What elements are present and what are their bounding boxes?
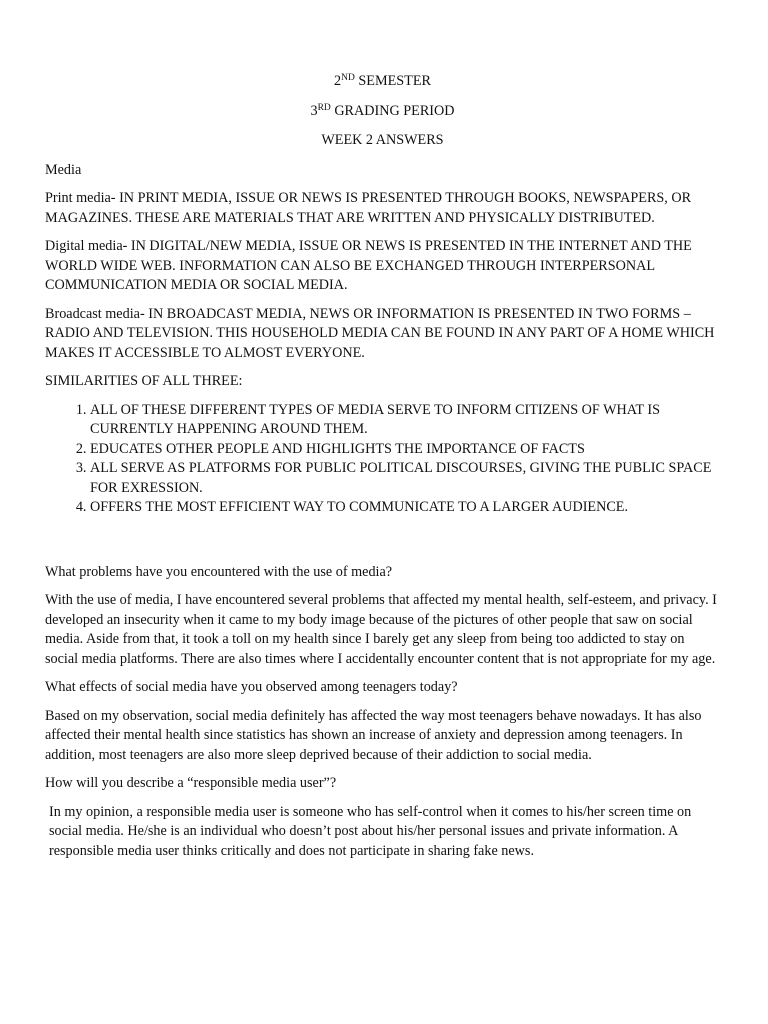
media-paragraph-digital (45, 237, 720, 296)
media-label: Print media- (45, 190, 120, 206)
week-heading: WEEK 2 ANSWERS (321, 132, 444, 148)
semester-number: 2 (334, 73, 342, 89)
media-paragraph-broadcast (45, 305, 720, 364)
question: What effects of social media have you observed among teenagers today? (45, 679, 458, 695)
spacer (45, 527, 720, 563)
similarities-list (45, 401, 720, 518)
media-text: IN PRINT MEDIA, ISSUE OR NEWS IS PRESENTED THROUGH BOOKS, NEWSPAPERS, OR MAGAZINES. THESE ARE MATERIALS THAT ARE WRITTEN AND PHYSICALLY DISTRIBUTED. (45, 190, 692, 226)
media-label: Digital media- (45, 238, 131, 254)
question: What problems have you encountered with the use of media? (45, 563, 393, 580)
semester-text: SEMESTER (354, 73, 431, 89)
semester-suffix: ND (341, 73, 355, 83)
document-page (45, 72, 720, 870)
semester-heading (45, 72, 720, 92)
grading-suffix: RD (317, 102, 331, 113)
list-item: 2. EDUCATES OTHER PEOPLE AND HIGHLIGHTS THE IMPORTANCE OF FACTS (90, 440, 720, 460)
media-text: IN DIGITAL/NEW MEDIA, ISSUE OR NEWS IS PRESENTED IN THE INTERNET AND THE WORLD WIDE WEB. INFORMATION CAN ALSO BE EXCHANGED THROUGH INTERPERSONAL COMMUNICATION MEDIA OR SOCIAL MEDIA. (45, 238, 692, 293)
media-text: IN BROADCAST MEDIA, NEWS OR INFORMATION IS PRESENTED IN TWO FORMS – RADIO AND TELEVISION. THIS HOUSEHOLD MEDIA CAN BE FOUND IN ANY PART OF A HOME WHICH MAKES IT ACCESSIBLE TO ALMOST EVERYONE. (45, 305, 715, 361)
list-item: 4. OFFERS THE MOST EFFICIENT WAY TO COMMUNICATE TO A LARGER AUDIENCE. (90, 498, 720, 518)
answer: In my opinion, a responsible media user is someone who has self-control when it comes to his/her screen time on social media. He/she is an individual who doesn’t post about his/her personal issues and private information. A responsible media user thinks critically and does not participate in sharing fake news. (49, 803, 692, 859)
media-paragraph-print (45, 189, 720, 228)
list-item: 1. ALL OF THESE DIFFERENT TYPES OF MEDIA SERVE TO INFORM CITIZENS OF WHAT IS CURRENTLY HAPPENING AROUND THEM. (90, 401, 720, 440)
list-item: 3. ALL SERVE AS PLATFORMS FOR PUBLIC POLITICAL DISCOURSES, GIVING THE PUBLIC SPACE FOR EXRESSION. (90, 459, 720, 498)
grading-number: 3 (310, 102, 318, 119)
answer: With the use of media, I have encountered several problems that affected my mental health, self-esteem, and privacy. I developed an insecurity when it came to my body image because of the pictures of other people that saw on social media. Aside from that, it took a toll on my health since I barely get any sleep from being too addicted to stay on social media platforms. There are also times where I accidentally encounter content that is not appropriate for my age. (45, 592, 717, 667)
grading-text: GRADING PERIOD (330, 102, 455, 119)
section-title: Media (45, 161, 82, 178)
answer: Based on my observation, social media definitely has affected the way most teenagers behave nowadays. It has also affected their mental health since statistics has shown an increase of anxiety and depression among teenagers. In addition, most teenagers are also more sleep deprived because of their addiction to social media. (45, 707, 702, 763)
similarities-title: SIMILARITIES OF ALL THREE: (45, 373, 243, 389)
grading-period-heading (45, 102, 720, 122)
question: How will you describe a “responsible media user”? (45, 775, 337, 791)
media-label: Broadcast media- (45, 305, 149, 322)
